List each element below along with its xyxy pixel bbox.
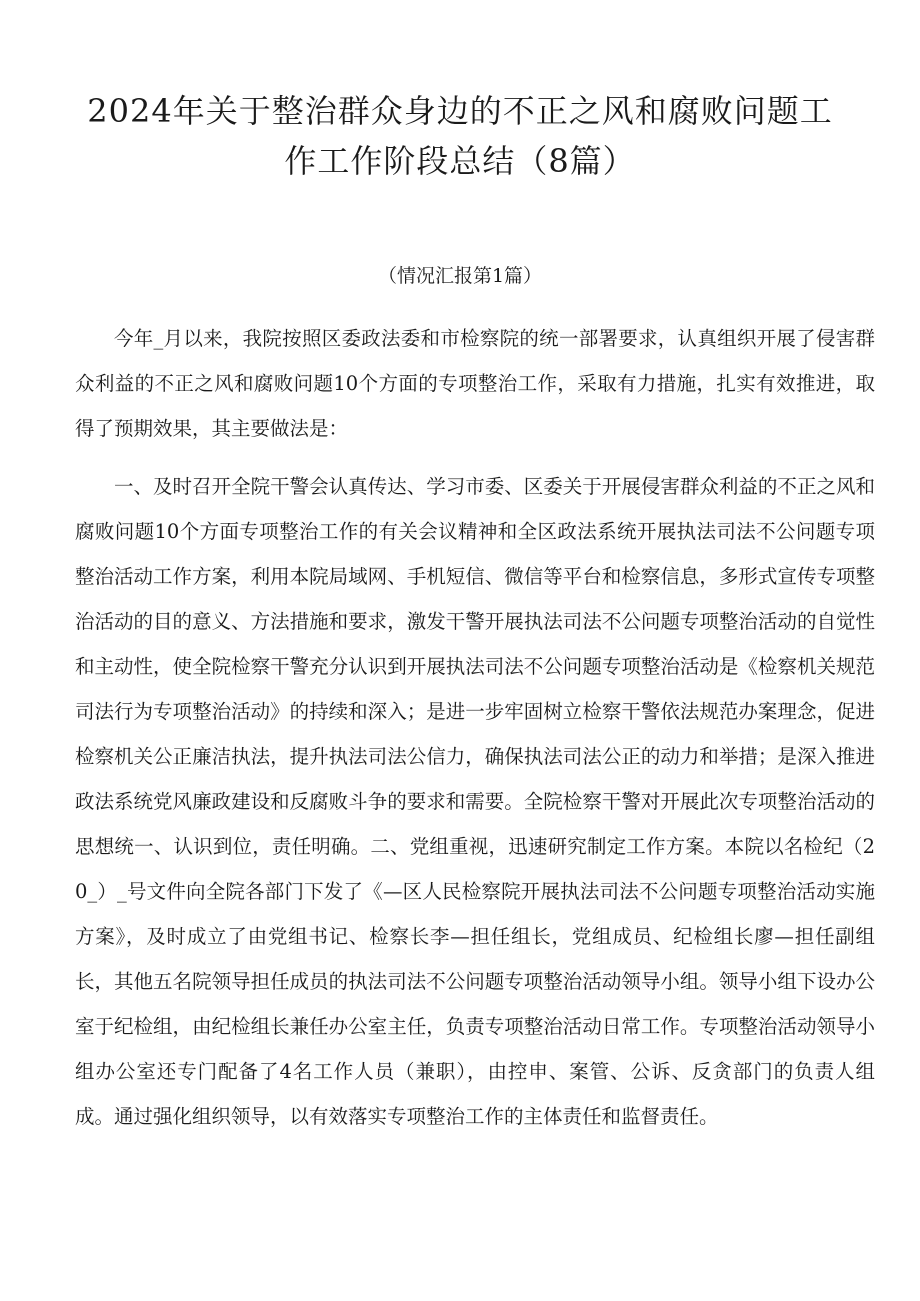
body-paragraph: 一、及时召开全院干警会认真传达、学习市委、区委关于开展侵害群众利益的不正之风和腐败问题10个方面专项整治工作的有关会议精神和全区政法系统开展执法司法不公问题专项整治活动工作方案，利用本院局域网、手机短信、微信等平台和检察信息，多形式宣传专项整治活动的目的意义、方法措施和要求，激发干警开展执法司法不公问题专项整治活动的自觉性和主动性，使全院检察干警充分认识到开展执法司法不公问题专项整治活动是《检察机关规范司法行为专项整治活动》的持续和深入；是进一步牢固树立检察干警依法规范办案理念，促进检察机关公正廉洁执法，提升执法司法公信力，确保执法司法公正的动力和举措；是深入推进政法系统党风廉政建设和反腐败斗争的要求和需要。全院检察干警对开展此次专项整治活动的思想统一、认识到位，责任明确。二、党组重视，迅速研究制定工作方案。本院以名检纪（20_）_号文件向全院各部门下发了《—区人民检察院开展执法司法不公问题专项整治活动实施方案》，及时成立了由党组书记、检察长李—担任组长，党组成员、纪检组长廖—担任副组长，其他五名院领导担任成员的执法司法不公问题专项整治活动领导小组。领导小组下设办公室于纪检组，由纪检组长兼任办公室主任，负责专项整治活动日常工作。专项整治活动领导小组办公室还专门配备了4名工作人员（兼职），由控申、案管、公诉、反贪部门的负责人组成。通过强化组织领导，以有效落实专项整治工作的主体责任和监督责任。 bbox=[75, 475, 875, 1128]
body-paragraph: 今年_月以来，我院按照区委政法委和市检察院的统一部署要求，认真组织开展了侵害群众利益的不正之风和腐败问题10个方面的专项整治工作，采取有力措施，扎实有效推进，取得了预期效果，其主要做法是： bbox=[75, 327, 875, 440]
document-title: 2024年关于整治群众身边的不正之风和腐败问题工作工作阶段总结（8篇） bbox=[87, 92, 833, 180]
document-subtitle: （情况汇报第1篇） bbox=[377, 265, 543, 287]
